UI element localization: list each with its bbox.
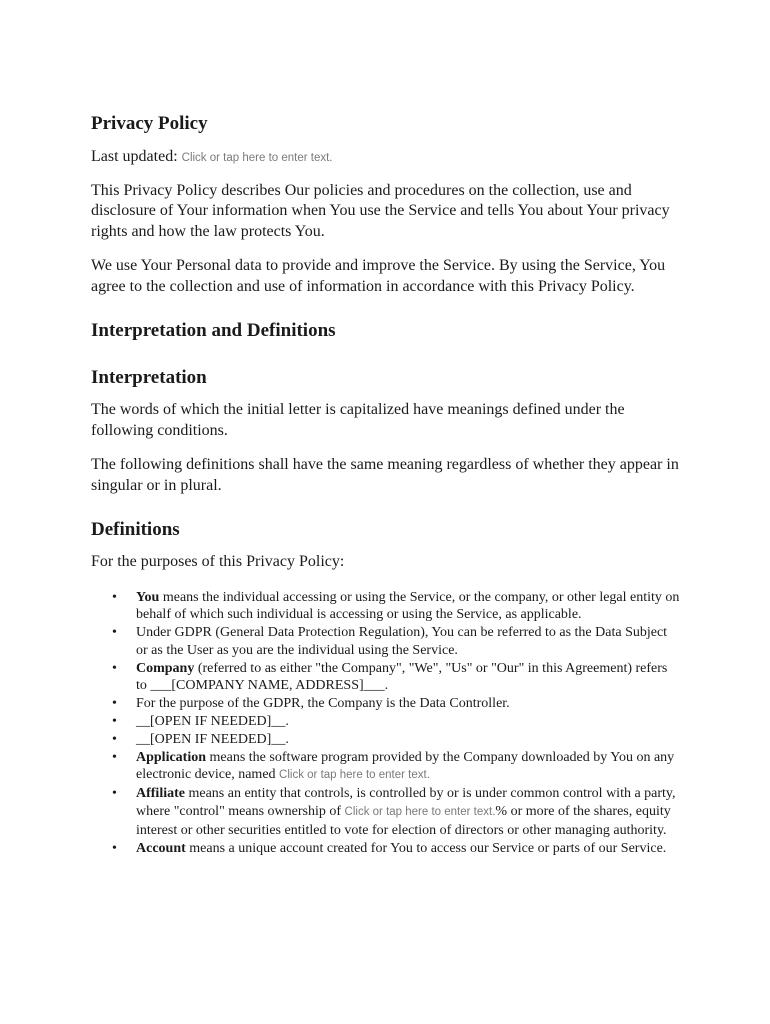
bullet-icon: •: [112, 731, 117, 747]
definition-text: (referred to as either "the Company", "We", "Us" or "Our" in this Agreement) refers to ___[COMPANY NAME, ADDRESS]___.: [136, 660, 668, 694]
list-item: [91, 731, 681, 749]
list-item: [91, 695, 681, 713]
definitions-list: [91, 589, 681, 858]
interpretation-paragraph-1: The words of which the initial letter is capitalized have meanings defined under the following conditions.: [91, 401, 625, 439]
document-content: [91, 110, 681, 857]
definitions-intro: For the purposes of this Privacy Policy:: [91, 553, 345, 570]
definition-term: Account: [136, 840, 186, 856]
application-name-placeholder-field[interactable]: Click or tap here to enter text.: [279, 769, 430, 782]
subheading-interpretation: Interpretation: [91, 367, 207, 388]
ownership-percent-placeholder-field[interactable]: Click or tap here to enter text.: [344, 806, 496, 819]
definition-text: __[OPEN IF NEEDED]__.: [136, 714, 289, 730]
bullet-icon: •: [112, 714, 117, 730]
last-updated-placeholder-field[interactable]: Click or tap here to enter text.: [181, 152, 333, 164]
list-item: [91, 624, 681, 660]
bullet-icon: •: [112, 660, 117, 676]
definition-term: Affiliate: [136, 786, 185, 802]
definition-term: Application: [136, 749, 207, 765]
list-item: [91, 840, 681, 858]
bullet-icon: •: [112, 589, 117, 605]
definition-term: You: [136, 589, 160, 605]
definition-text: means the software program provided by the Company downloaded by You on any electronic device, named: [136, 749, 675, 783]
bullet-icon: •: [112, 625, 117, 641]
list-item: [91, 785, 681, 839]
page-title: Privacy Policy: [91, 113, 208, 134]
list-item: [91, 713, 681, 731]
list-item: [91, 660, 681, 696]
definition-text: means an entity that controls, is controlled by or is under common control with a party, where "control" means ownership of: [136, 786, 676, 820]
definition-text: means a unique account created for You to access our Service or parts of our Service.: [185, 840, 667, 856]
bullet-icon: •: [112, 749, 117, 765]
bullet-icon: •: [112, 840, 117, 856]
definition-text-after: % or more of the shares, equity interest or other securities entitled to vote for election of directors or other managing authority.: [136, 804, 671, 838]
intro-paragraph-1: This Privacy Policy describes Our policies and procedures on the collection, use and disclosure of Your information when You use the Service and tells You about Your privacy rights and how the law protects You.: [91, 181, 670, 240]
list-item: [91, 749, 681, 786]
definition-text: For the purpose of the GDPR, the Company is the Data Controller.: [136, 696, 510, 712]
intro-paragraph-2: We use Your Personal data to provide and improve the Service. By using the Service, You agree to the collection and use of information in accordance with this Privacy Policy.: [91, 257, 666, 295]
bullet-icon: •: [112, 786, 117, 802]
definition-text: means the individual accessing or using the Service, or the company, or other legal entity on behalf of which such individual is accessing or using the Service, as applicable.: [136, 589, 680, 623]
list-item: [91, 589, 681, 625]
definition-text: Under GDPR (General Data Protection Regulation), You can be referred to as the Data Subject or as the User as you are the individual using the Service.: [136, 625, 668, 658]
bullet-icon: •: [112, 696, 117, 712]
interpretation-paragraph-2: The following definitions shall have the same meaning regardless of whether they appear in singular or in plural.: [91, 456, 679, 494]
last-updated-label: Last updated:: [91, 148, 178, 165]
definition-text: __[OPEN IF NEEDED]__.: [136, 731, 289, 747]
last-updated-line: [91, 147, 681, 169]
definition-term: Company: [136, 660, 195, 676]
section-heading-interpretation-definitions: Interpretation and Definitions: [91, 320, 336, 341]
subheading-definitions: Definitions: [91, 519, 180, 540]
